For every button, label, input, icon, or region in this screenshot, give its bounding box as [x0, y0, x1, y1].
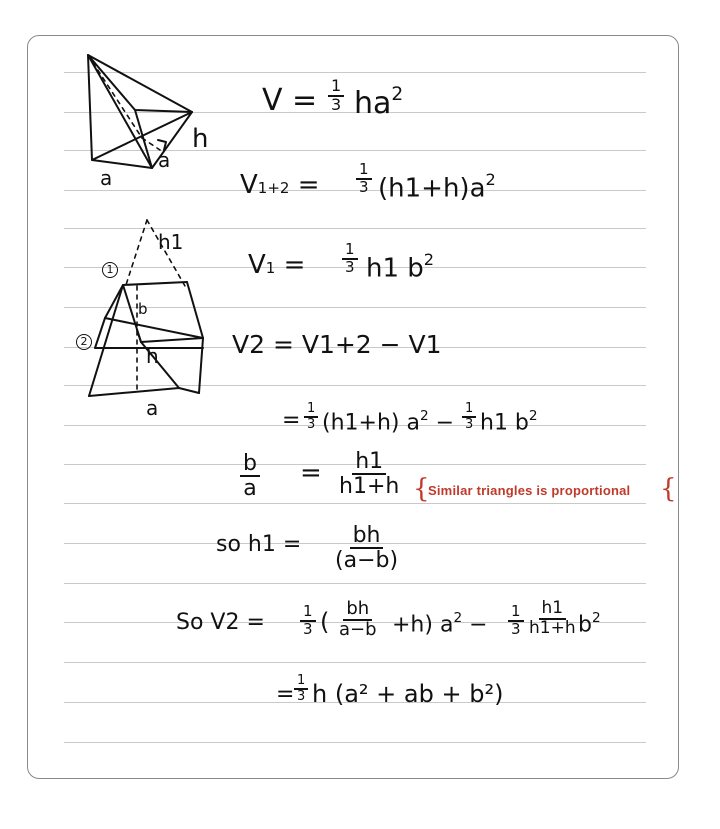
frustum-diagram — [75, 218, 225, 408]
eq8-frac1-num: 1 — [300, 604, 316, 622]
eq8-mid — [392, 612, 488, 637]
eq7-den: (a−b) — [335, 548, 399, 574]
eq3-eq: = — [275, 250, 306, 280]
ruled-line — [64, 583, 646, 584]
eq6-lhs-den: a — [243, 476, 257, 502]
note-brace-right: { — [660, 474, 677, 504]
eq6-eq: = — [300, 458, 322, 488]
eq9-den: 3 — [297, 688, 306, 704]
eq8-exp2: 2 — [591, 610, 601, 626]
eq3-num: 1 — [342, 242, 358, 260]
frustum-h1-label: h1 — [158, 230, 184, 254]
eq8-lead: So V2 = — [176, 610, 265, 635]
eq5-frac2 — [462, 402, 476, 431]
eq5-minus: − — [428, 410, 455, 436]
eq8-minus: − — [462, 612, 488, 638]
eq8-frac3-num: h1 — [539, 600, 567, 620]
pyramid-side-label: a — [158, 148, 171, 172]
eq2-lhs — [240, 172, 320, 198]
eq8-frac3 — [526, 600, 579, 638]
eq3-lhs — [248, 252, 305, 278]
eq9-prefix: = — [276, 682, 295, 707]
eq5-frac2-den: 3 — [465, 416, 474, 432]
eq2-den: 3 — [359, 177, 369, 196]
frustum-b-label: b — [138, 300, 148, 318]
eq5-mid — [322, 410, 454, 435]
eq5-exp2: 2 — [528, 408, 538, 424]
eq3-v: V — [248, 250, 266, 280]
pyramid-height-label: h — [192, 124, 209, 154]
eq8-tail-text: b — [578, 612, 592, 638]
eq8-inner-den: a−b — [339, 618, 377, 640]
frustum-h-label: h — [146, 344, 159, 368]
eq1-lhs: V = — [262, 83, 318, 118]
eq6-rhs-den: h1+h — [339, 474, 400, 500]
eq2-eq: = — [289, 170, 320, 200]
eq5-frac1-den: 3 — [307, 416, 316, 432]
eq8-tail — [578, 612, 601, 637]
eq5-prefix: = — [282, 408, 301, 433]
eq7-fraction — [332, 524, 401, 572]
eq5-exp1: 2 — [419, 408, 429, 424]
eq3-rhs-text: h1 b — [366, 253, 424, 284]
eq8-frac3-den: h1+h — [529, 617, 576, 638]
eq2-rhs-text: (h1+h)a — [378, 173, 486, 204]
eq8-frac2-den: 3 — [511, 619, 521, 638]
eq3-exp: 2 — [423, 250, 435, 269]
eq8-frac1 — [300, 604, 316, 638]
eq9-rest: h (a² + ab + b²) — [312, 680, 504, 708]
annotation-note: Similar triangles is proportional — [428, 483, 631, 498]
eq2-rhs — [378, 170, 496, 204]
note-brace-left: { — [413, 474, 430, 504]
eq6-rhs — [336, 450, 402, 498]
eq2-sub: 1+2 — [257, 179, 290, 197]
eq5-frac1 — [304, 402, 318, 431]
frustum-a-label: a — [146, 396, 159, 420]
eq1-den: 3 — [331, 94, 342, 114]
eq8-exp1: 2 — [453, 610, 463, 626]
eq5-mid-text: (h1+h) a — [322, 410, 420, 436]
eq5-tail-text: h1 b — [480, 410, 529, 436]
eq1-rhs — [354, 84, 404, 122]
eq2-v: V — [240, 170, 258, 200]
eq8-open-paren: ( — [320, 608, 330, 636]
eq2-num: 1 — [356, 162, 372, 180]
eq6-lhs-num: b — [240, 452, 260, 477]
eq5-frac2-num: 1 — [462, 402, 476, 418]
eq3-fraction — [342, 242, 358, 276]
eq8-frac1-den: 3 — [303, 619, 313, 638]
eq1-exp: 2 — [391, 84, 404, 105]
eq8-inner-num: bh — [343, 600, 372, 621]
eq8-frac2-num: 1 — [508, 604, 524, 622]
eq9-fraction — [294, 674, 308, 703]
eq1-rhs-text: ha — [354, 86, 392, 122]
eq2-exp: 2 — [485, 170, 496, 189]
eq1-num: 1 — [328, 78, 344, 97]
eq2-fraction — [356, 162, 372, 196]
part-1-marker: 1 — [102, 262, 118, 278]
eq5-frac1-num: 1 — [304, 402, 318, 418]
eq7-lead: so h1 = — [216, 532, 302, 557]
eq8-frac2 — [508, 604, 524, 638]
eq8-frac-inner — [336, 600, 380, 640]
eq9-num: 1 — [294, 674, 308, 690]
part-2-marker: 2 — [76, 334, 92, 350]
eq7-num: bh — [350, 524, 384, 549]
eq3-den: 3 — [345, 257, 355, 276]
eq6-rhs-num: h1 — [352, 450, 386, 475]
eq6-lhs — [240, 452, 260, 500]
eq8-mid-text: +h) a — [392, 612, 454, 638]
eq1-fraction — [328, 78, 344, 114]
pyramid-base-label: a — [100, 166, 113, 190]
ruled-line — [64, 742, 646, 743]
eq3-sub: 1 — [265, 259, 276, 277]
eq4: V2 = V1+2 − V1 — [232, 330, 442, 359]
ruled-line — [64, 503, 646, 504]
eq5-tail — [480, 410, 538, 435]
eq3-rhs — [366, 250, 435, 284]
ruled-line — [64, 662, 646, 663]
